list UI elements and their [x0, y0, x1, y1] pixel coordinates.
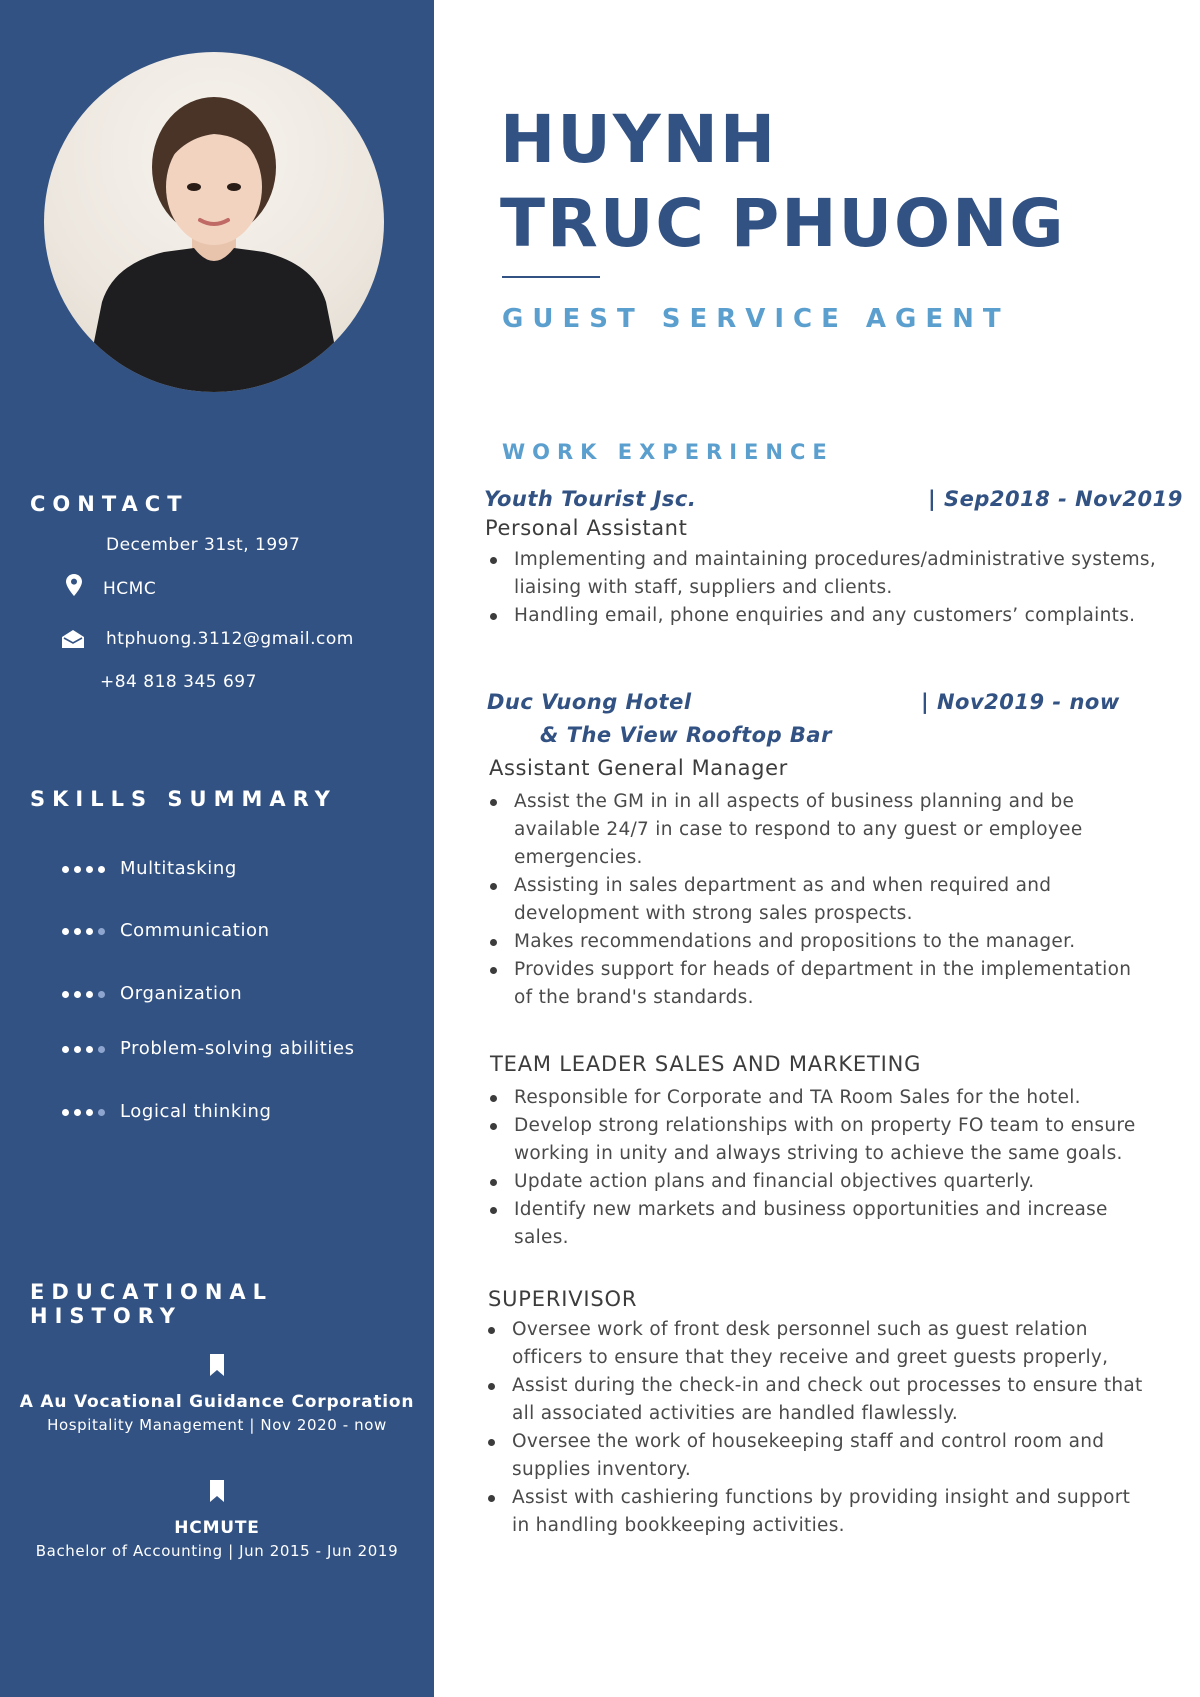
company-name: Duc Vuong Hotel	[487, 690, 692, 714]
skill-level-dots	[62, 866, 105, 873]
list-item: Assisting in sales department as and when required and development with strong sales prospects.	[486, 872, 1146, 928]
contact-phone[interactable]: +84 818 345 697	[100, 672, 257, 692]
list-item: Update action plans and financial objectives quarterly.	[486, 1168, 1146, 1196]
job-role: Personal Assistant	[485, 516, 688, 540]
list-item: Makes recommendations and propositions to the manager.	[486, 928, 1146, 956]
education-school: A Au Vocational Guidance Corporation	[19, 1392, 415, 1412]
education-school: HCMUTE	[174, 1518, 260, 1538]
job-title: GUEST SERVICE AGENT	[502, 304, 1010, 334]
list-item: Assist with cashiering functions by providing insight and support in handling bookkeeping activities.	[484, 1484, 1146, 1540]
education-heading: EDUCATIONAL HISTORY	[30, 1280, 274, 1328]
education-item	[0, 1480, 434, 1560]
skill-level-dots	[62, 1109, 105, 1116]
education-detail: Bachelor of Accounting | Jun 2015 - Jun 2019	[35, 1542, 399, 1560]
list-item: Oversee work of front desk personnel such as guest relation officers to ensure that they receive and greet guests properly,	[484, 1316, 1146, 1372]
list-item: Implementing and maintaining procedures/administrative systems, liaising with staff, suppliers and clients.	[486, 546, 1176, 602]
skill-label: Problem-solving abilities	[120, 1038, 355, 1059]
company-name-line-2: & The View Rooftop Bar	[540, 723, 832, 747]
job-role: Assistant General Manager	[489, 756, 788, 780]
job-dates: | Nov2019 - now	[921, 690, 1120, 714]
education-detail: Hospitality Management | Nov 2020 - now	[47, 1416, 387, 1434]
sidebar	[0, 0, 434, 1697]
envelope-icon	[62, 630, 84, 652]
name-line-2: TRUC PHUONG	[500, 185, 1066, 262]
list-item: Identify new markets and business opportunities and increase sales.	[486, 1196, 1146, 1252]
job-bullets	[486, 546, 1176, 630]
skill-label: Logical thinking	[120, 1101, 272, 1122]
skill-level-dots	[62, 991, 105, 998]
bookmark-icon	[0, 1354, 434, 1378]
skill-item	[62, 919, 270, 943]
skill-label: Communication	[120, 920, 270, 941]
list-item: Assist the GM in in all aspects of business planning and be available 24/7 in case to respond to any guest or employee emergencies.	[486, 788, 1146, 872]
skill-item	[62, 1037, 355, 1061]
skills-heading: SKILLS SUMMARY	[30, 787, 337, 811]
job-bullets	[486, 788, 1146, 1012]
list-item: Assist during the check-in and check out processes to ensure that all associated activities are handled flawlessly.	[484, 1372, 1146, 1428]
section-title: SUPERIVISOR	[488, 1287, 638, 1311]
section-bullets	[486, 1084, 1146, 1252]
skill-level-dots	[62, 1046, 105, 1053]
list-item: Develop strong relationships with on property FO team to ensure working in unity and always striving to achieve the same goals.	[486, 1112, 1146, 1168]
skill-item	[62, 857, 237, 881]
company-name: Youth Tourist Jsc.	[484, 487, 697, 511]
contact-location: HCMC	[103, 579, 157, 599]
location-pin-icon	[66, 574, 82, 600]
section-bullets	[484, 1316, 1146, 1540]
job-dates: | Sep2018 - Nov2019	[928, 487, 1183, 511]
contact-birthday: December 31st, 1997	[106, 535, 301, 555]
skill-item	[62, 982, 243, 1006]
skill-item	[62, 1100, 272, 1124]
candidate-name	[500, 98, 1066, 266]
list-item: Provides support for heads of department in the implementation of the brand's standards.	[486, 956, 1146, 1012]
profile-photo	[44, 52, 384, 392]
work-experience-heading: WORK EXPERIENCE	[502, 440, 834, 464]
education-item	[0, 1354, 434, 1434]
name-line-1: HUYNH	[500, 101, 778, 178]
skill-label: Multitasking	[120, 858, 237, 879]
skill-level-dots	[62, 928, 105, 935]
contact-heading: CONTACT	[30, 492, 189, 516]
portrait-illustration	[44, 52, 384, 392]
list-item: Responsible for Corporate and TA Room Sales for the hotel.	[486, 1084, 1146, 1112]
skill-label: Organization	[120, 983, 243, 1004]
divider	[502, 276, 600, 278]
contact-email[interactable]: htphuong.3112@gmail.com	[106, 629, 354, 649]
section-title: TEAM LEADER SALES AND MARKETING	[490, 1052, 922, 1076]
main-content	[434, 0, 1200, 1697]
list-item: Oversee the work of housekeeping staff and control room and supplies inventory.	[484, 1428, 1146, 1484]
bookmark-icon	[0, 1480, 434, 1504]
list-item: Handling email, phone enquiries and any customers’ complaints.	[486, 602, 1176, 630]
